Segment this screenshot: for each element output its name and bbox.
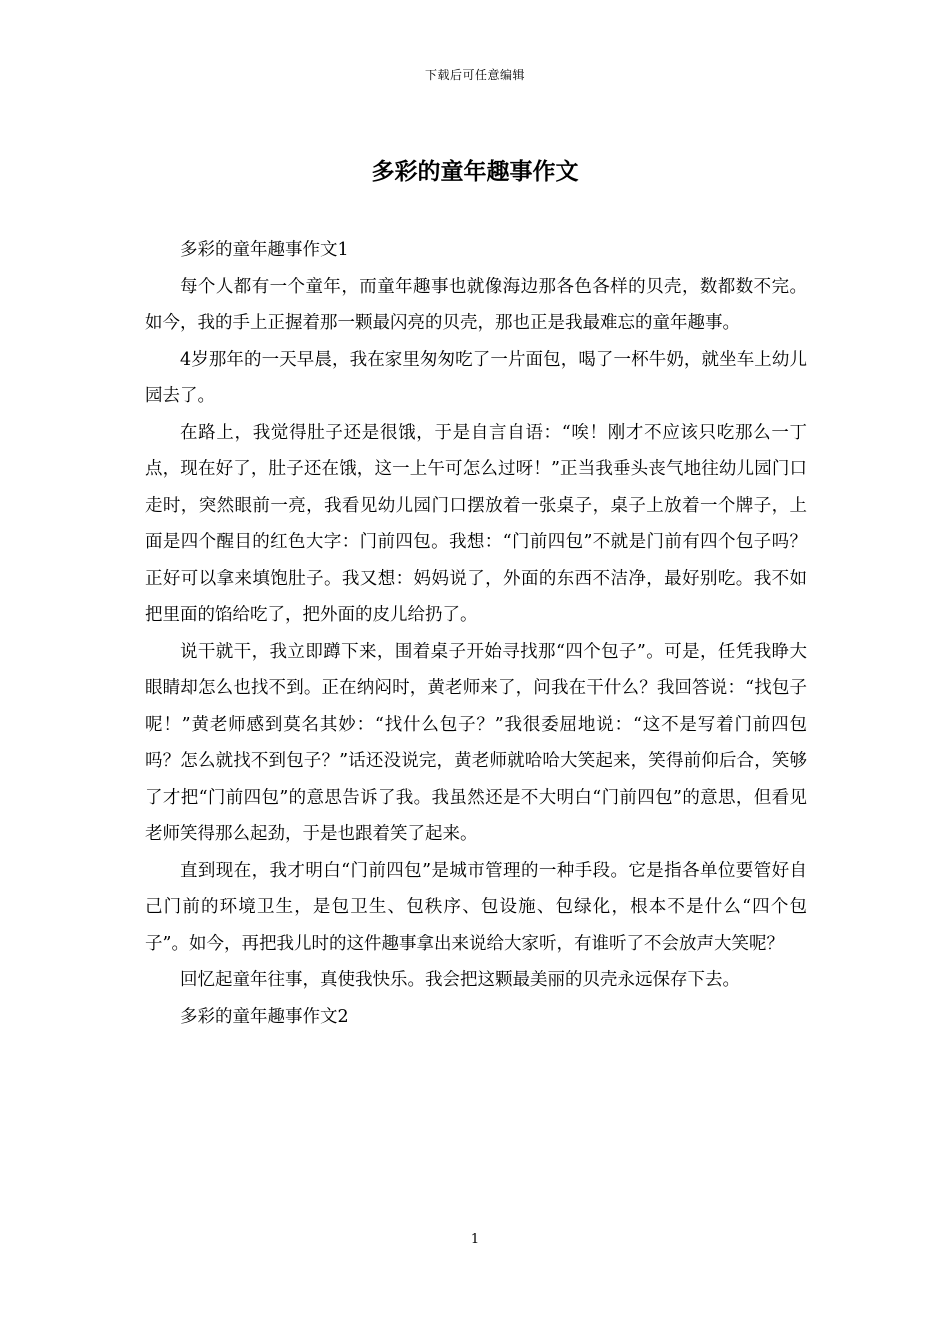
page-number: 1 — [470, 1232, 480, 1247]
paragraph: 每个人都有一个童年，而童年趣事也就像海边那各色各样的贝壳，数都数不完。如今，我的手上正握着那一颗最闪亮的贝壳，那也正是我最难忘的童年趣事。 — [145, 276, 807, 333]
paragraph: 说干就干，我立即蹲下来，围着桌子开始寻找那“四个包子”。可是，任凭我睁大眼睛却怎么也找不到。正在纳闷时，黄老师来了，问我在干什么？我回答说：“找包子呢！”黄老师感到莫名其妙：“找什么包子？”我很委屈地说：“这不是写着门前四包吗？怎么就找不到包子？”话还没说完，黄老师就哈哈大笑起来，笑得前仰后合，笑够了才把“门前四包”的意思告诉了我。我虽然还是不大明白“门前四包”的意思，但看见老师笑得那么起劲，于是也跟着笑了起来。 — [145, 641, 807, 844]
page-header-note: 下载后可任意编辑 — [424, 68, 525, 82]
section-heading-2: 多彩的童年趣事作文2 — [180, 1006, 349, 1027]
document-title: 多彩的童年趣事作文 — [371, 158, 579, 185]
section-heading-1: 多彩的童年趣事作文1 — [180, 240, 349, 260]
paragraph: 在路上，我觉得肚子还是很饿，于是自言自语：“唉！刚才不应该只吃那么一丁点，现在好了，肚子还在饿，这一上午可怎么过呀！”正当我垂头丧气地往幼儿园门口走时，突然眼前一亮，我看见幼儿园门口摆放着一张桌子，桌子上放着一个牌子，上面是四个醒目的红色大字：门前四包。我想：“门前四包”不就是门前有四个包子吗？正好可以拿来填饱肚子。我又想：妈妈说了，外面的东西不洁净，最好别吃。我不如把里面的馅给吃了，把外面的皮儿给扔了。 — [145, 422, 807, 625]
document-body — [145, 232, 807, 1035]
paragraph: 4岁那年的一天早晨，我在家里匆匆吃了一片面包，喝了一杯牛奶，就坐车上幼儿园去了。 — [145, 349, 807, 406]
paragraph: 回忆起童年往事，真使我快乐。我会把这颗最美丽的贝壳永远保存下去。 — [180, 970, 740, 990]
paragraph: 直到现在，我才明白“门前四包”是城市管理的一种手段。它是指各单位要管好自己门前的环境卫生，是包卫生、包秩序、包设施、包绿化，根本不是什么“四个包子”。如今，再把我儿时的这件趣事拿出来说给大家听，有谁听了不会放声大笑呢？ — [145, 860, 807, 954]
